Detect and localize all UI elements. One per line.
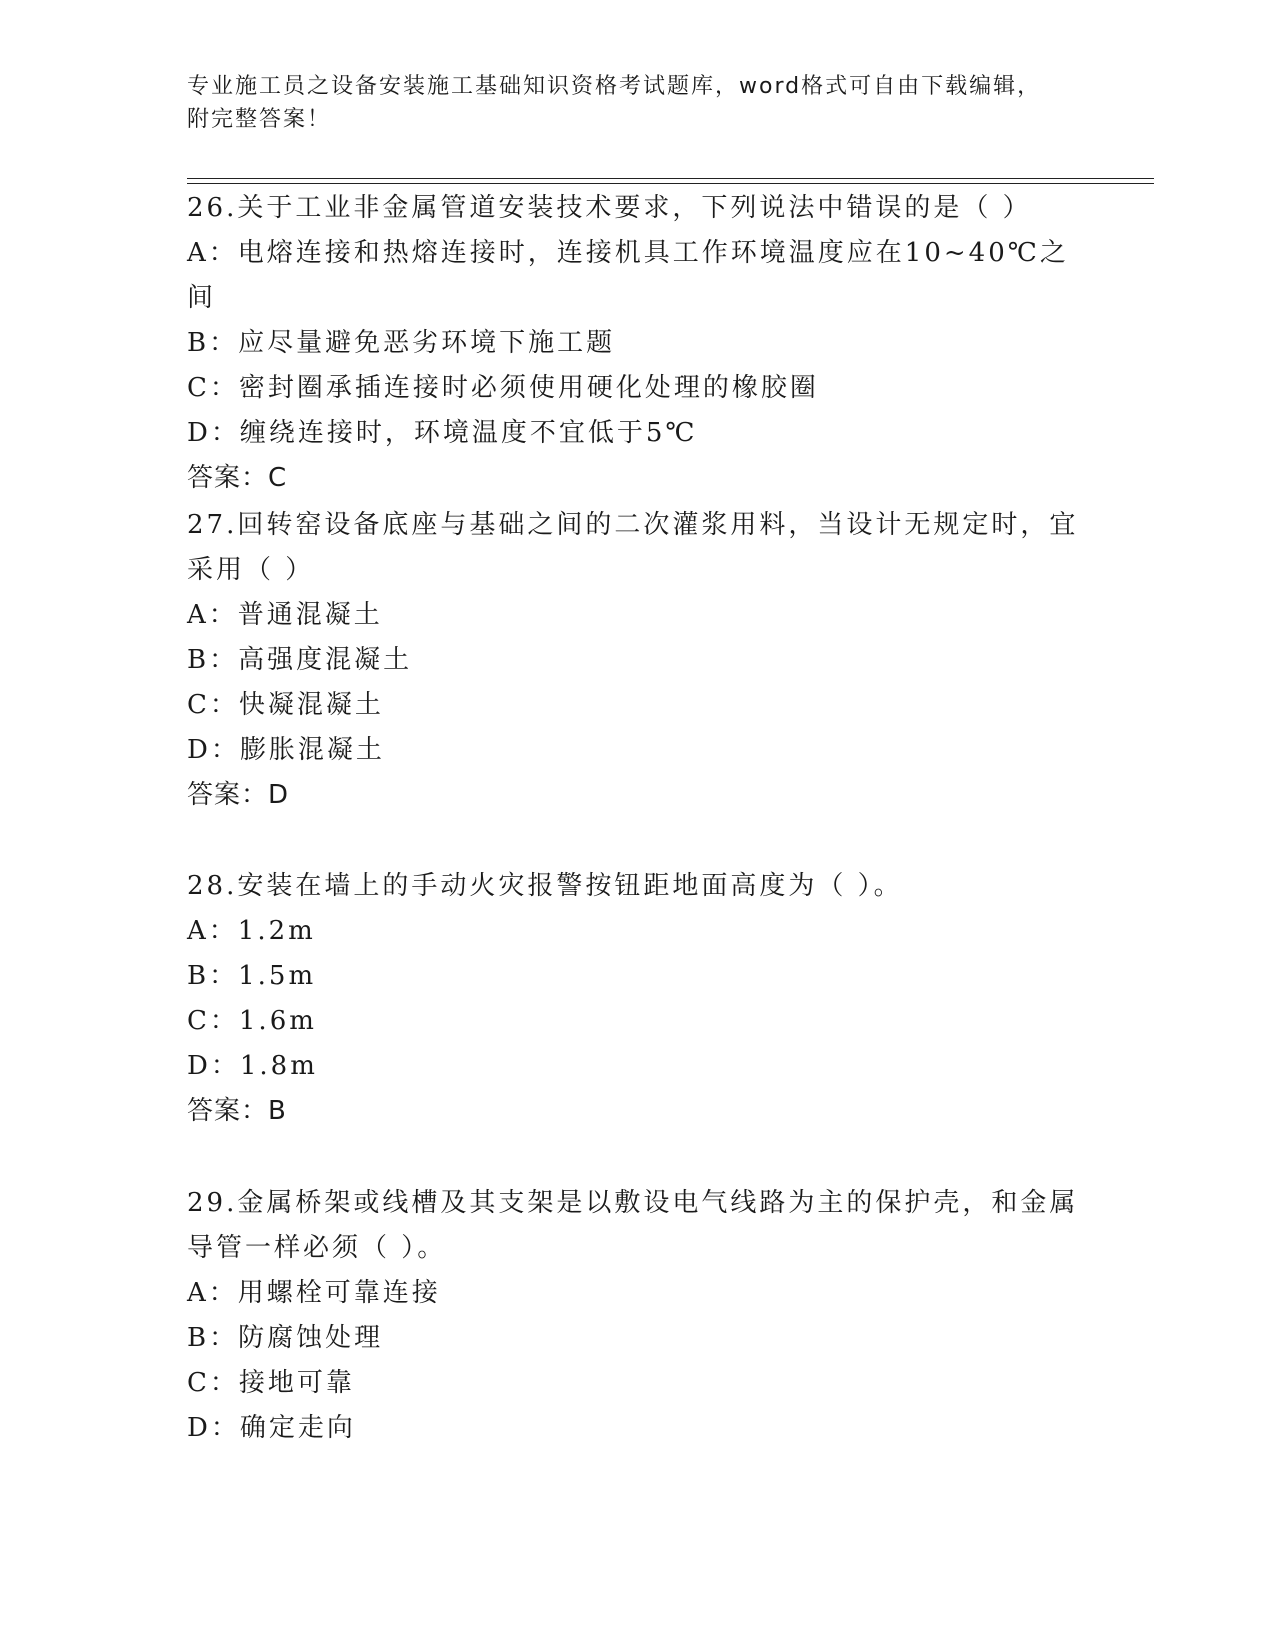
question-26 xyxy=(187,186,1087,501)
question-27 xyxy=(187,503,1087,818)
option-c: C：接地可靠 xyxy=(187,1368,355,1398)
answer: 答案：D xyxy=(187,780,290,810)
header-line-1: 专业施工员之设备安装施工基础知识资格考试题库，word格式可自由下载编辑， xyxy=(187,74,1042,99)
question-title-line-1: 29.金属桥架或线槽及其支架是以敷设电气线路为主的保护壳，和金属 xyxy=(187,1188,1079,1218)
option-b: B：应尽量避免恶劣环境下施工题 xyxy=(187,328,616,358)
option-a: A：用螺栓可靠连接 xyxy=(187,1278,441,1308)
option-b: B：1.5m xyxy=(187,961,317,991)
option-c: C：1.6m xyxy=(187,1006,317,1036)
option-a: A：普通混凝土 xyxy=(187,600,383,630)
option-d: D：确定走向 xyxy=(187,1413,356,1443)
question-title-line-2: 导管一样必须（ ）。 xyxy=(187,1233,447,1263)
question-title-line-2: 采用（ ） xyxy=(187,555,315,585)
question-28 xyxy=(187,864,1087,1134)
header-divider-bottom xyxy=(187,183,1154,184)
answer: 答案：C xyxy=(187,463,288,493)
option-a: A：电熔连接和热熔连接时，连接机具工作环境温度应在10~40℃之间 xyxy=(187,238,1069,313)
question-29 xyxy=(187,1181,1087,1451)
option-b: B：高强度混凝土 xyxy=(187,645,413,675)
option-b: B：防腐蚀处理 xyxy=(187,1323,384,1353)
option-d: D：缠绕连接时，环境温度不宜低于5℃ xyxy=(187,418,698,448)
question-title-line-1: 27.回转窑设备底座与基础之间的二次灌浆用料，当设计无规定时，宜 xyxy=(187,510,1079,540)
option-a: A：1.2m xyxy=(187,916,316,946)
header-line-2: 附完整答案！ xyxy=(187,107,332,132)
header-divider-top xyxy=(187,178,1154,179)
option-c: C：密封圈承插连接时必须使用硬化处理的橡胶圈 xyxy=(187,373,819,403)
document-header xyxy=(187,70,1087,136)
question-title: 28.安装在墙上的手动火灾报警按钮距地面高度为（ ）。 xyxy=(187,871,903,901)
option-d: D：1.8m xyxy=(187,1051,318,1081)
option-c: C：快凝混凝土 xyxy=(187,690,384,720)
question-title: 26.关于工业非金属管道安装技术要求，下列说法中错误的是（ ） xyxy=(187,193,1032,223)
option-d: D：膨胀混凝土 xyxy=(187,735,385,765)
answer: 答案：B xyxy=(187,1096,287,1126)
